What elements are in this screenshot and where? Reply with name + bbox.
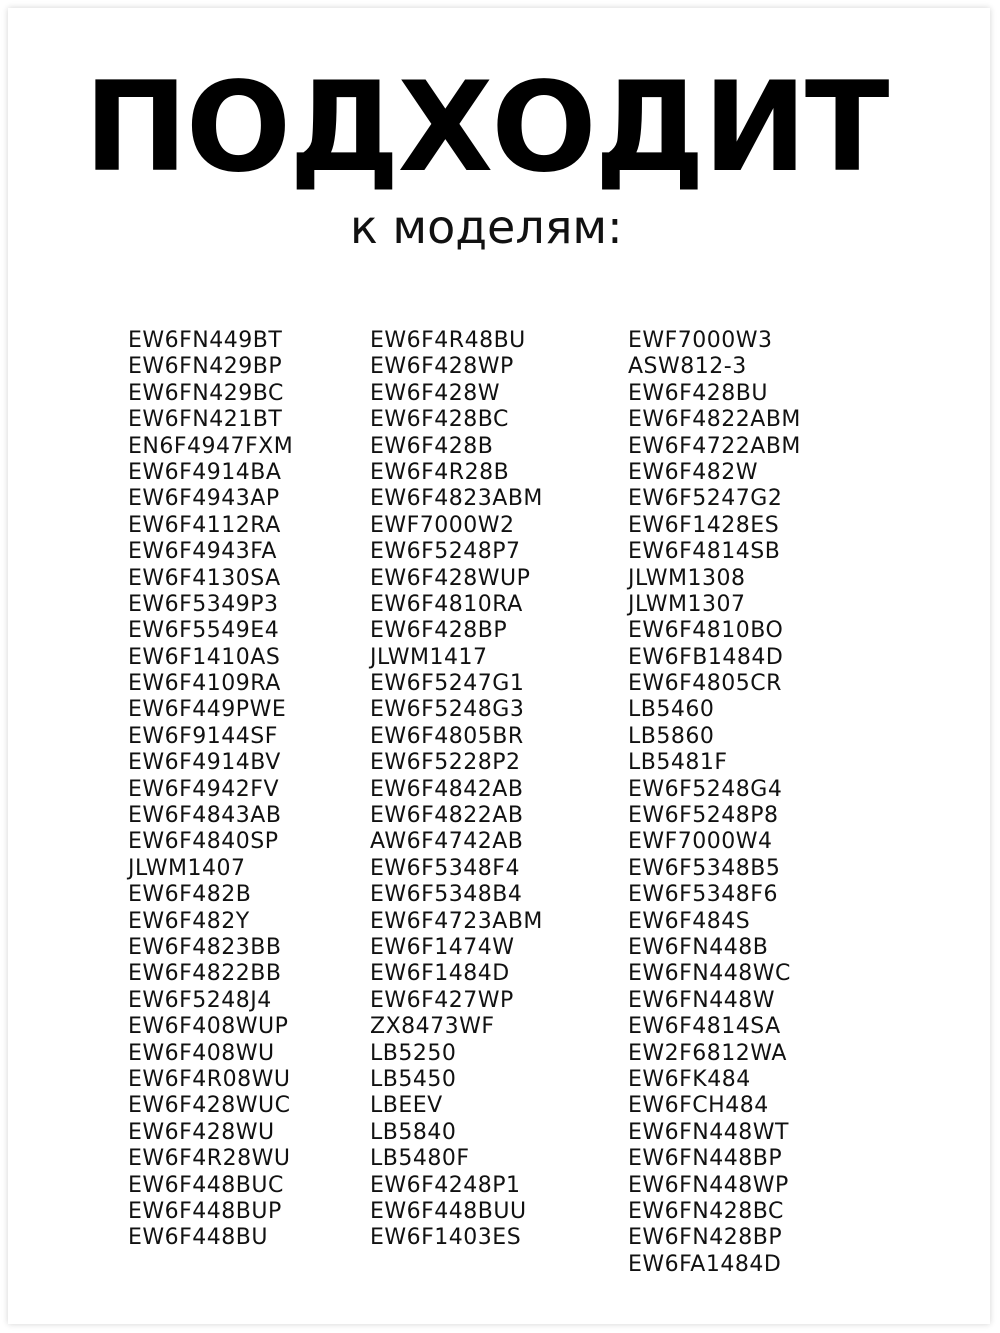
model-item: EW6F4822ABM xyxy=(628,407,801,433)
model-item: EW6F448BUC xyxy=(128,1172,284,1198)
model-item: EW6F4822BB xyxy=(128,961,282,987)
model-list-column-3 xyxy=(628,328,801,1278)
model-item: EW6F4914BA xyxy=(128,459,282,485)
model-item: EW6F428WUP xyxy=(370,565,531,591)
model-item: LB5840 xyxy=(370,1119,457,1145)
model-item: LB5450 xyxy=(370,1066,457,1092)
model-item: EW6F428W xyxy=(370,380,501,406)
model-item: EW6F5247G1 xyxy=(370,671,525,697)
model-item: EW6FN448WP xyxy=(628,1172,789,1198)
model-item: EW6F1484D xyxy=(370,961,510,987)
model-item: EW6FN448W xyxy=(628,987,776,1013)
model-item: EW6F4722ABM xyxy=(628,433,801,459)
model-item: EW6F5248G4 xyxy=(628,776,783,802)
model-item: EW6F482B xyxy=(128,882,252,908)
model-item: EW6F4723ABM xyxy=(370,908,543,934)
model-item: EW6FA1484D xyxy=(628,1251,782,1277)
model-item: EW6FN428BC xyxy=(628,1198,784,1224)
model-item: EW6F482Y xyxy=(128,908,250,934)
model-item: JLWM1308 xyxy=(628,565,746,591)
model-item: EW6F4R48BU xyxy=(370,328,526,353)
model-item: EW6F1403ES xyxy=(370,1225,522,1251)
model-item: EW6FN428BP xyxy=(628,1225,783,1251)
model-item: EW6F4943FA xyxy=(128,539,277,565)
model-item: EW6F5348B5 xyxy=(628,855,781,881)
model-item: EW6F408WUP xyxy=(128,1014,289,1040)
model-item: EW6F4805CR xyxy=(628,671,782,697)
model-item: ZX8473WF xyxy=(370,1014,495,1040)
model-item: EW6F4823ABM xyxy=(370,486,543,512)
model-item: EW6F408WU xyxy=(128,1040,275,1066)
model-item: EW6F4942FV xyxy=(128,776,279,802)
model-item: EW6F4814SB xyxy=(628,539,781,565)
model-item: EWF7000W4 xyxy=(628,829,773,855)
model-item: EW6F5248P8 xyxy=(628,803,779,829)
model-item: EW6FN421BT xyxy=(128,407,283,433)
model-item: EW6FN429BP xyxy=(128,354,283,380)
model-item: EW6F4R28B xyxy=(370,459,510,485)
model-item: EW6F4112RA xyxy=(128,512,281,538)
model-item: JLWM1307 xyxy=(628,591,746,617)
model-list-column-1 xyxy=(128,328,293,1252)
model-item: EW6F1474W xyxy=(370,934,515,960)
model-item: EW6F4248P1 xyxy=(370,1172,521,1198)
model-item: EW6F4823BB xyxy=(128,934,282,960)
model-item: JLWM1417 xyxy=(370,644,488,670)
model-item: LB5250 xyxy=(370,1040,457,1066)
model-item: LB5860 xyxy=(628,723,715,749)
model-item: EW6FN448WT xyxy=(628,1119,789,1145)
model-item: EW6F4840SP xyxy=(128,829,279,855)
model-item: EW6F4810BO xyxy=(628,618,784,644)
model-item: EW6FCH484 xyxy=(628,1093,769,1119)
model-item: EW6F9144SF xyxy=(128,723,278,749)
model-item: EW6F4943AP xyxy=(128,486,280,512)
model-item: EW6F1428ES xyxy=(628,512,780,538)
model-item: LB5481F xyxy=(628,750,728,776)
model-item: EW6F5247G2 xyxy=(628,486,783,512)
model-item: EW6F449PWE xyxy=(128,697,287,723)
model-item: EN6F4947FXM xyxy=(128,433,294,459)
model-item: EW6F448BUU xyxy=(370,1198,527,1224)
model-item: EW6F1410AS xyxy=(128,644,281,670)
page-subtitle: к моделям: xyxy=(350,200,623,254)
model-item: EW6F5549E4 xyxy=(128,618,280,644)
page-title: ПОДХОДИТ xyxy=(84,56,888,200)
model-item: EW6FN448BP xyxy=(628,1146,783,1172)
model-item: EW6F4843AB xyxy=(128,803,282,829)
model-item: LB5460 xyxy=(628,697,715,723)
model-item: EW6F5348F4 xyxy=(370,855,520,881)
model-item: EW6F5348F6 xyxy=(628,882,778,908)
model-item: EW6F5248P7 xyxy=(370,539,521,565)
model-item: EW6F4R28WU xyxy=(128,1146,291,1172)
model-item: EW6F4130SA xyxy=(128,565,281,591)
model-item: JLWM1407 xyxy=(128,855,246,881)
model-item: EWF7000W2 xyxy=(370,512,515,538)
model-item: EW6F5248G3 xyxy=(370,697,525,723)
model-item: EW6F5349P3 xyxy=(128,591,279,617)
model-item: EW6FN448B xyxy=(628,934,769,960)
model-item: EW6F5248J4 xyxy=(128,987,272,1013)
model-item: EW6F5228P2 xyxy=(370,750,521,776)
model-item: EW6F4822AB xyxy=(370,803,524,829)
model-item: EW6F4805BR xyxy=(370,723,524,749)
model-item: EW6F428WU xyxy=(128,1119,275,1145)
model-list-column-2 xyxy=(370,328,543,1252)
model-item: ASW812-3 xyxy=(628,354,747,380)
model-item: EW6FN448WC xyxy=(628,961,791,987)
model-item: EW6F428BP xyxy=(370,618,508,644)
model-item: EW6F4814SA xyxy=(628,1014,781,1040)
model-item: EW6F428WUC xyxy=(128,1093,291,1119)
model-item: EW6F428B xyxy=(370,433,494,459)
model-item: EW6F428WP xyxy=(370,354,514,380)
model-item: EW6FN429BC xyxy=(128,380,284,406)
model-item: EW6F484S xyxy=(628,908,751,934)
model-item: EWF7000W3 xyxy=(628,328,773,353)
model-item: EW6F5348B4 xyxy=(370,882,523,908)
model-item: EW6FK484 xyxy=(628,1066,751,1092)
model-item: EW6F448BU xyxy=(128,1225,268,1251)
model-item: LBEEV xyxy=(370,1093,443,1119)
model-item: EW6F427WP xyxy=(370,987,514,1013)
model-item: EW6F428BC xyxy=(370,407,509,433)
model-item: EW2F6812WA xyxy=(628,1040,787,1066)
model-item: AW6F4742AB xyxy=(370,829,524,855)
model-item: EW6F4810RA xyxy=(370,591,523,617)
model-item: EW6FN449BT xyxy=(128,328,283,353)
model-item: EW6F4109RA xyxy=(128,671,281,697)
model-item: EW6F4914BV xyxy=(128,750,281,776)
model-item: EW6F428BU xyxy=(628,380,768,406)
model-item: EW6F448BUP xyxy=(128,1198,282,1224)
model-item: EW6F4842AB xyxy=(370,776,524,802)
model-item: EW6F4R08WU xyxy=(128,1066,291,1092)
model-item: EW6F482W xyxy=(628,459,759,485)
model-item: EW6FB1484D xyxy=(628,644,784,670)
model-item: LB5480F xyxy=(370,1146,470,1172)
